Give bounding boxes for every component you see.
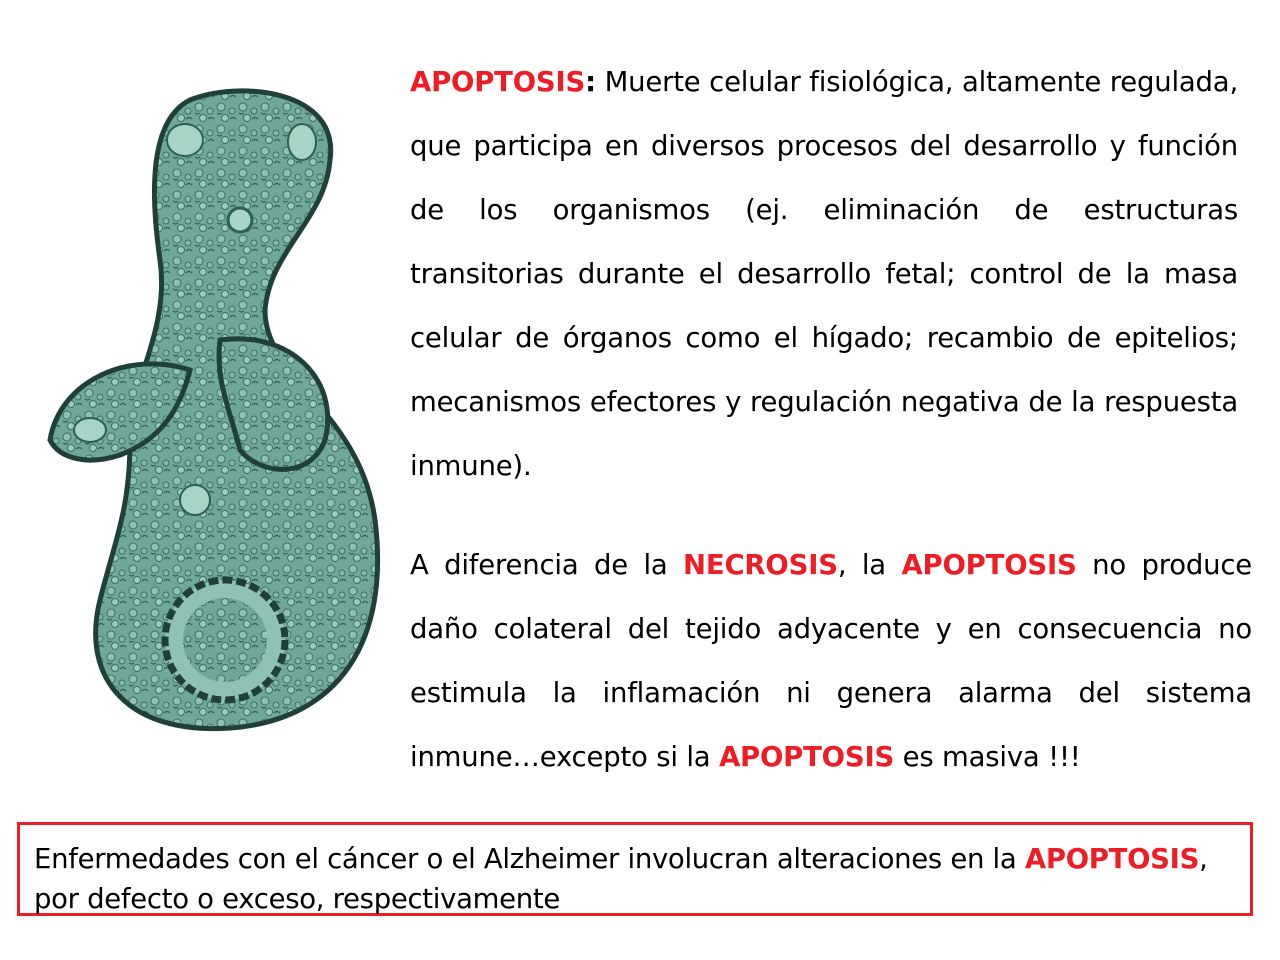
difference-text-1: A diferencia de la [410,549,684,581]
term-necrosis: NECROSIS [683,549,838,581]
note-text-2: , por defecto o exceso, respectivamente [34,843,1208,915]
difference-text-3: no produce daño colateral del tejido adyacente y en consecuencia no estimula la inflamación ni genera alarma del sistema inmune…excepto si la [410,549,1252,773]
term-apoptosis: APOPTOSIS [901,549,1077,581]
definition-colon: : [585,66,596,98]
definition-text: Muerte celular fisiológica, altamente regulada, que participa en diversos procesos del desarrollo y función de los organismos (ej. eliminación de estructuras transitorias durante el desarrollo fetal; control de la masa celular de órganos como el hígado; recambio de epitelios; mecanismos efectores y regulación negativa de la respuesta inmune). [410,66,1238,482]
apoptotic-cell-illustration [40,80,385,735]
difference-text-4: es masiva !!! [894,741,1081,773]
term-apoptosis: APOPTOSIS [410,66,586,98]
term-apoptosis: APOPTOSIS [1024,843,1200,875]
necrosis-comparison [410,533,1252,789]
difference-text-2: , la [837,549,902,581]
disease-note-box [17,822,1253,916]
term-apoptosis: APOPTOSIS [718,741,895,773]
apoptosis-definition [410,50,1238,498]
note-text-1: Enfermedades con el cáncer o el Alzheimer involucran alteraciones en la [34,843,1025,875]
